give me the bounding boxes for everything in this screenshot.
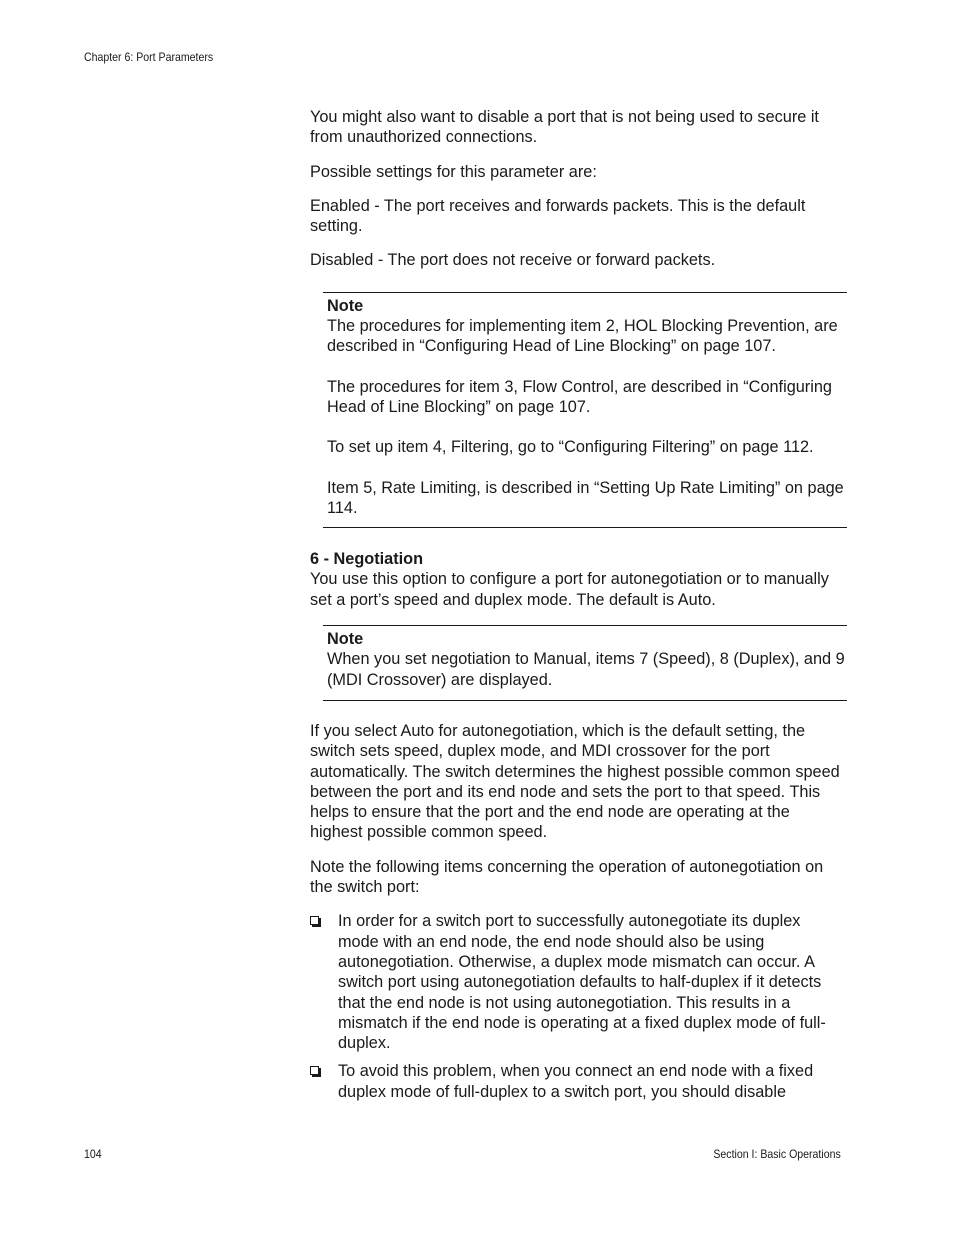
paragraph: Possible settings for this parameter are: xyxy=(310,162,597,181)
section-heading: 6 - Negotiation xyxy=(310,550,424,569)
note-box xyxy=(323,625,847,701)
note-paragraph: The procedures for implementing item 2, HOL Blocking Prevention, are described in “Configuring Head of Line Blocking” on page 107. xyxy=(327,317,838,356)
paragraph: If you select Auto for autonegotiation, which is the default setting, the switch sets speed, duplex mode, and MDI crossover for the port automatically. The switch determines the highest possible common speed between the port and its end node and sets the port to that speed. This helps to ensure that the port and the end node are operating at the highest possible common speed. xyxy=(310,721,840,842)
paragraph: Enabled - The port receives and forwards packets. This is the default setting. xyxy=(310,196,806,236)
note-title: Note xyxy=(327,630,364,649)
note-paragraph: Item 5, Rate Limiting, is described in “Setting Up Rate Limiting” on page 114. xyxy=(327,478,844,517)
body-content xyxy=(310,107,845,1110)
list-item xyxy=(310,1061,845,1102)
note-box xyxy=(323,292,847,528)
note-paragraph: When you set negotiation to Manual, items 7 (Speed), 8 (Duplex), and 9 (MDI Crossover) are displayed. xyxy=(327,650,845,689)
bullet-list xyxy=(310,911,845,1102)
list-item-text: In order for a switch port to successfully autonegotiate its duplex mode with an end node, the end node should also be using autonegotiation. Otherwise, a duplex mode mismatch can occur. A switch port using autonegotiation defaults to half-duplex if it detects that the end node is not using autonegotiation. This results in a mismatch if the end node is operating at a fixed duplex mode of full-duplex. xyxy=(338,912,826,1053)
note-paragraph: To set up item 4, Filtering, go to “Configuring Filtering” on page 112. xyxy=(327,438,814,457)
paragraph: You use this option to configure a port for autonegotiation or to manually set a port’s speed and duplex mode. The default is Auto. xyxy=(310,570,829,609)
paragraph: Disabled - The port does not receive or forward packets. xyxy=(310,251,716,270)
paragraph: You might also want to disable a port that is not being used to secure it from unauthorized connections. xyxy=(310,108,819,147)
page-number: 104 xyxy=(84,1147,102,1161)
list-item-text: To avoid this problem, when you connect an end node with a fixed duplex mode of full-duplex to a switch port, you should disable xyxy=(338,1062,814,1101)
footer-section: Section I: Basic Operations xyxy=(713,1147,841,1161)
running-header: Chapter 6: Port Parameters xyxy=(84,50,214,64)
checkbox-bullet-icon xyxy=(310,1066,319,1075)
note-paragraph: The procedures for item 3, Flow Control, are described in “Configuring Head of Line Blocking” on page 107. xyxy=(327,377,832,416)
paragraph: Note the following items concerning the operation of autonegotiation on the switch port: xyxy=(310,857,824,897)
note-title: Note xyxy=(327,296,364,315)
checkbox-bullet-icon xyxy=(310,916,319,925)
list-item xyxy=(310,911,845,1053)
